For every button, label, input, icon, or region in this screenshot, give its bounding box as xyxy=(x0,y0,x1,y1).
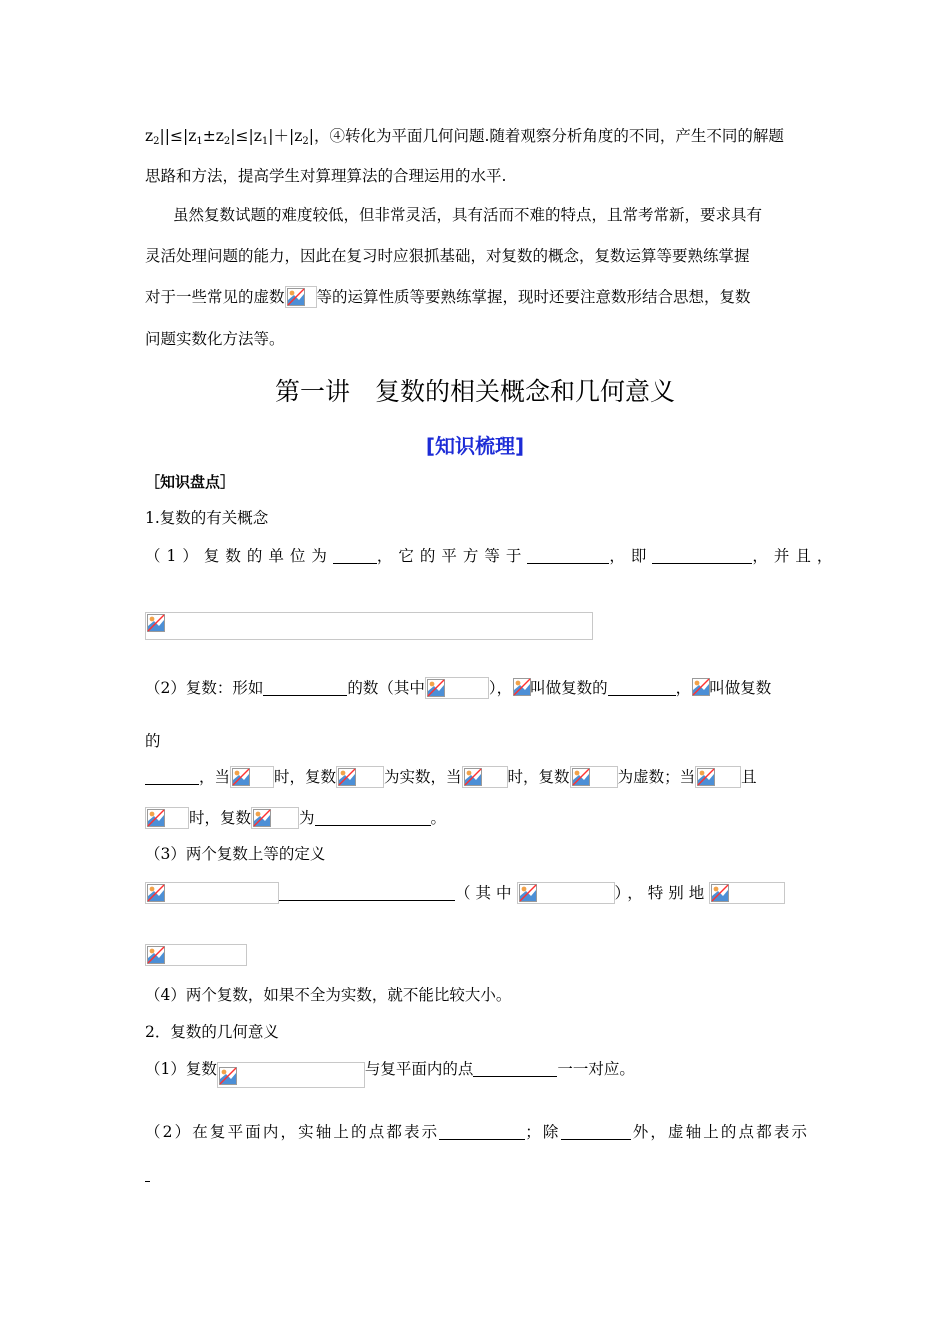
subscript: 2 xyxy=(302,136,309,147)
text: 且 xyxy=(741,768,757,786)
text: |≤|z xyxy=(230,127,262,145)
text: 时，复数 xyxy=(507,768,570,786)
s2-p3 xyxy=(145,1164,150,1184)
broken-image-icon xyxy=(147,884,165,902)
broken-image-icon xyxy=(232,768,250,786)
knowledge-panel-label: ［知识盘点］ xyxy=(145,473,236,491)
s2-p2 xyxy=(145,1122,807,1142)
text: （其中 xyxy=(455,884,517,902)
text: 时，复数 xyxy=(189,809,252,827)
text: （1）复数的单位为 xyxy=(145,547,333,565)
text: 一一对应。 xyxy=(557,1060,635,1078)
broken-image-icon xyxy=(697,768,715,786)
broken-image-placeholder xyxy=(462,766,508,788)
section-title: [知识梳理] xyxy=(425,434,525,458)
intro-line-4: 灵活处理问题的能力，因此在复习时应狠抓基础，对复数的概念，复数运算等要熟练掌握 xyxy=(145,247,750,265)
text: ， xyxy=(675,679,692,697)
subscript: 1 xyxy=(261,136,269,147)
broken-image-placeholder xyxy=(709,882,785,904)
s1-heading: 1.复数的有关概念 xyxy=(145,509,269,527)
broken-image-icon xyxy=(219,1067,237,1085)
fill-blank xyxy=(439,1123,525,1140)
text: ），特别地 xyxy=(614,884,710,902)
text: ||≤|z xyxy=(159,127,197,145)
broken-image-icon xyxy=(147,809,165,827)
subscript: 2 xyxy=(153,136,160,147)
text: |＋|z xyxy=(268,127,303,145)
fill-blank xyxy=(279,884,455,901)
broken-image-placeholder xyxy=(695,766,741,788)
s1-p3 xyxy=(145,766,757,788)
text: 叫做复数的 xyxy=(530,679,608,697)
text: 为实数，当 xyxy=(384,768,462,786)
broken-image-icon xyxy=(711,884,729,902)
text: （2）复数：形如 xyxy=(145,679,264,697)
s1-formula-box xyxy=(145,612,593,640)
broken-image-icon xyxy=(513,678,531,696)
text: 。 xyxy=(430,809,447,827)
text: 为虚数；当 xyxy=(617,768,696,786)
text: ，即 xyxy=(609,547,653,565)
s2-heading: 2．复数的几何意义 xyxy=(145,1023,279,1041)
text: 外，虚轴上的点都表示 xyxy=(630,1123,807,1141)
broken-image-placeholder xyxy=(251,807,299,829)
fill-blank xyxy=(561,1123,631,1140)
fill-blank xyxy=(145,1165,150,1182)
broken-image-placeholder xyxy=(570,766,618,788)
broken-image-placeholder xyxy=(217,1062,365,1088)
broken-image-placeholder xyxy=(512,677,530,699)
intro-line-1 xyxy=(145,126,784,146)
broken-image-placeholder xyxy=(145,612,593,640)
text: 对于一些常见的虚数 xyxy=(145,288,285,306)
subscript: 1 xyxy=(196,136,203,147)
intro-line-5 xyxy=(145,286,751,308)
text: 的数（其中 xyxy=(347,679,425,697)
text: ；除 xyxy=(525,1123,561,1141)
fill-blank xyxy=(263,679,347,696)
lecture-title: 第一讲 复数的相关概念和几何意义 xyxy=(274,377,675,406)
fill-blank xyxy=(473,1060,557,1077)
fill-blank xyxy=(608,679,676,696)
s1-p2-cont: 的 xyxy=(145,732,161,750)
s1-formula-box-2 xyxy=(145,944,247,966)
broken-image-placeholder xyxy=(691,677,709,699)
broken-image-icon xyxy=(287,288,305,306)
broken-image-icon xyxy=(147,614,165,632)
broken-image-placeholder xyxy=(425,677,489,699)
text: 为 xyxy=(299,809,315,827)
broken-image-placeholder xyxy=(145,944,247,966)
broken-image-icon xyxy=(464,768,482,786)
s1-p7: （4）两个复数，如果不全为实数，就不能比较大小。 xyxy=(145,986,512,1004)
text: ）， xyxy=(488,679,513,697)
broken-image-placeholder xyxy=(230,766,274,788)
s1-p6 xyxy=(145,882,785,904)
broken-image-icon xyxy=(253,809,271,827)
text: 时，复数 xyxy=(274,768,337,786)
subscript: 2 xyxy=(223,136,231,147)
text: 等的运算性质等要熟练掌握，现时还要注意数形结合思想，复数 xyxy=(316,288,751,306)
broken-image-placeholder xyxy=(145,807,189,829)
text: （1）复数 xyxy=(145,1060,217,1078)
text: |，④转化为平面几何问题.随着观察分析角度的不同，产生不同的解题 xyxy=(308,127,784,145)
s1-p2 xyxy=(145,677,771,699)
s1-p1 xyxy=(145,546,838,566)
s2-p1 xyxy=(145,1059,635,1088)
text: ，当 xyxy=(199,768,231,786)
intro-line-2: 思路和方法，提高学生对算理算法的合理运用的水平. xyxy=(145,167,507,185)
text: ，并且， xyxy=(752,547,839,565)
fill-blank xyxy=(333,547,377,564)
fill-blank xyxy=(145,768,199,785)
intro-line-6: 问题实数化方法等。 xyxy=(145,330,285,348)
broken-image-icon xyxy=(147,946,165,964)
intro-line-3: 虽然复数试题的难度较低，但非常灵活，具有活而不难的特点，且常考常新，要求具有 xyxy=(173,206,763,224)
broken-image-icon xyxy=(427,679,445,697)
text: （2）在复平面内，实轴上的点都表示 xyxy=(145,1123,440,1141)
text: ，它的平方等于 xyxy=(376,547,528,565)
fill-blank xyxy=(527,547,609,564)
s1-p5: （3）两个复数上等的定义 xyxy=(145,845,326,863)
broken-image-icon xyxy=(692,678,710,696)
text: z xyxy=(145,127,154,145)
broken-image-placeholder xyxy=(336,766,384,788)
broken-image-icon xyxy=(519,884,537,902)
text: 叫做复数 xyxy=(709,679,772,697)
broken-image-placeholder xyxy=(145,882,279,904)
broken-image-icon xyxy=(572,768,590,786)
fill-blank xyxy=(315,809,431,826)
text: ±z xyxy=(202,127,224,145)
s1-p4 xyxy=(145,807,446,829)
text: 与复平面内的点 xyxy=(364,1060,474,1078)
broken-image-placeholder xyxy=(285,286,317,308)
fill-blank xyxy=(652,547,752,564)
broken-image-icon xyxy=(338,768,356,786)
broken-image-placeholder xyxy=(517,882,615,904)
